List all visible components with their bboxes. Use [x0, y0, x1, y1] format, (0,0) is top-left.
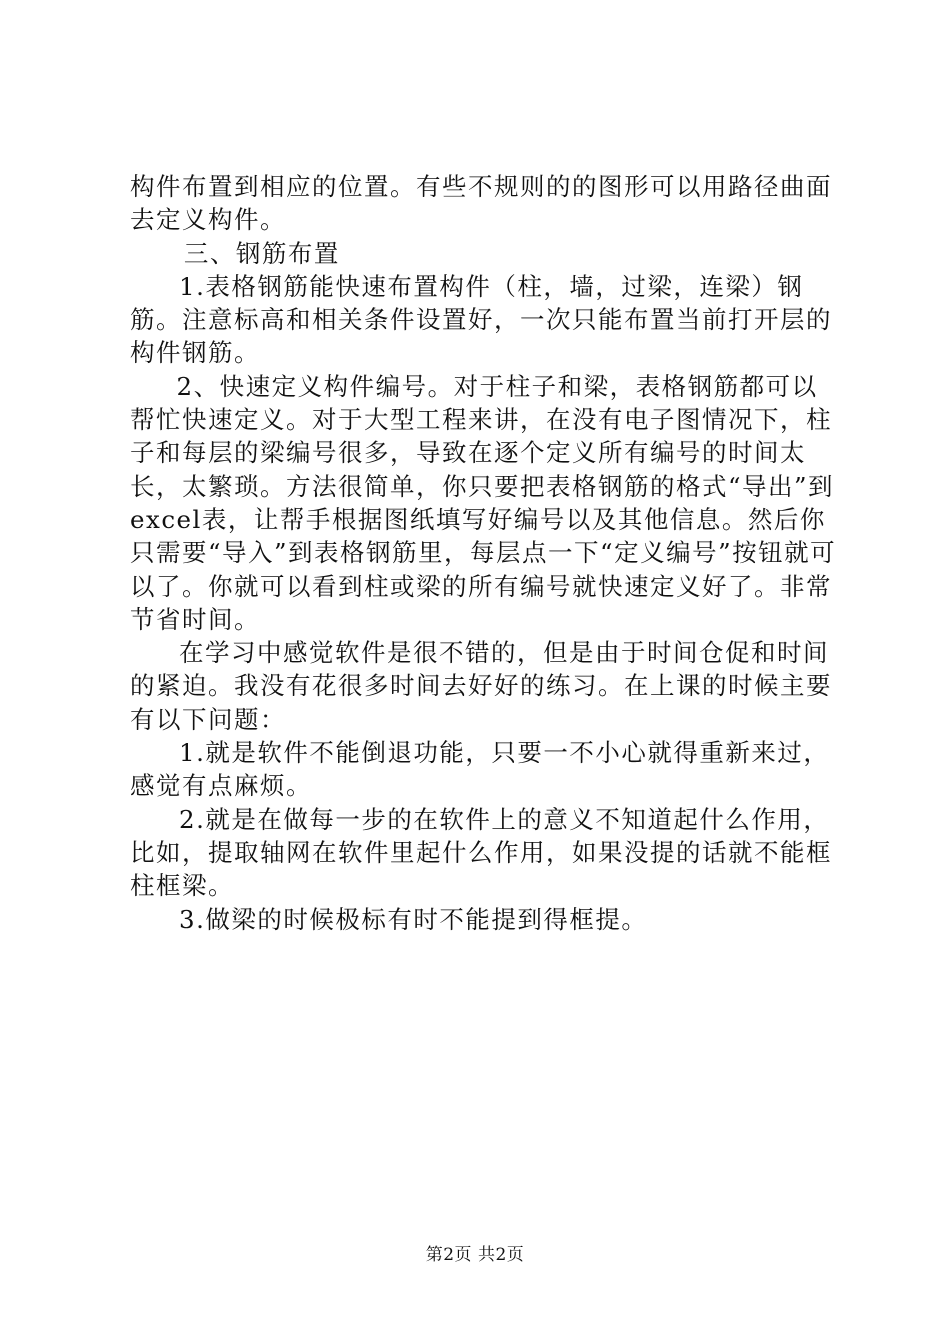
paragraph-problem-1: 1.就是软件不能倒退功能，只要一不小心就得重新来过，感觉有点麻烦。: [130, 738, 830, 801]
paragraph-quick-numbering: 2、快速定义构件编号。对于柱子和梁，表格钢筋都可以帮忙快速定义。对于大型工程来讲，在没有电子图情况下，柱子和每层的梁编号很多，导致在逐个定义所有编号的时间太长，太繁琐。方法很简单，你只要把表格钢筋的格式“导出”到excel表，让帮手根据图纸填写好编号以及其他信息。然后你只需要“导入”到表格钢筋里，每层点一下“定义编号”按钮就可以了。你就可以看到柱或梁的所有编号就快速定义好了。非常节省时间。: [130, 371, 837, 634]
document-body: [130, 170, 842, 936]
paragraph-continuation: 构件布置到相应的位置。有些不规则的的图形可以用路径曲面去定义构件。: [130, 172, 832, 235]
paragraph-learning-feedback: 在学习中感觉软件是很不错的，但是由于时间仓促和时间的紧迫。我没有花很多时间去好好的练习。在上课的时候主要有以下问题：: [130, 638, 832, 734]
page-footer: 第2页 共2页: [425, 1245, 525, 1265]
paragraph-problem-2: 2.就是在做每一步的在软件上的意义不知道起什么作用，比如，提取轴网在软件里起什么作用，如果没提的话就不能框柱框梁。: [130, 804, 832, 901]
section-heading-rebar-layout: 三、钢筋布置: [183, 238, 340, 268]
paragraph-problem-3: 3.做梁的时候极标有时不能提到得框提。: [179, 904, 648, 934]
paragraph-table-rebar: 1.表格钢筋能快速布置构件（柱，墙，过梁，连梁）钢筋。注意标高和相关条件设置好，一次只能布置当前打开层的构件钢筋。: [130, 271, 832, 368]
